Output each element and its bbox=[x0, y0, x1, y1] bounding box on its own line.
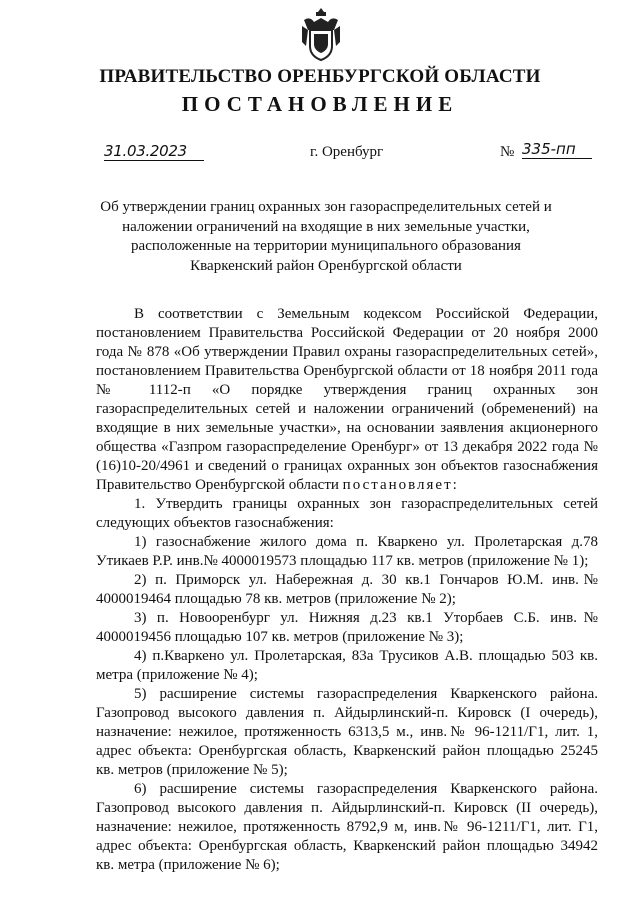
meta-row bbox=[0, 140, 640, 168]
list-item: 1) газоснабжение жилого дома п. Кваркено ул. Пролетарская д.78 Утикаев Р.Р. инв.№ 4000019573 площадью 117 кв. метров (приложение № 1); bbox=[96, 534, 598, 569]
government-title: ПРАВИТЕЛЬСТВО ОРЕНБУРГСКОЙ ОБЛАСТИ bbox=[99, 66, 541, 87]
list-item: 2) п. Приморск ул. Набережная д. 30 кв.1 Гончаров Ю.М. инв.№ 4000019464 площадью 78 кв. метров (приложение № 2); bbox=[96, 572, 598, 607]
document-date: 31.03.2023 bbox=[104, 142, 204, 161]
document-subject: Об утверждении границ охранных зон газораспределительных сетей и наложении ограничений на входящие в них земельные участки, расположенные на территории муниципального образования Кваркенский район Оренбургской области bbox=[100, 199, 552, 274]
item-1-paragraph: 1. Утвердить границы охранных зон газораспределительных сетей следующих объектов газоснабжения: bbox=[96, 496, 598, 531]
list-item: 4) п.Кваркено ул. Пролетарская, 83а Трусиков А.В. площадью 503 кв. метра (приложение № 4); bbox=[96, 648, 598, 683]
coat-of-arms-icon bbox=[300, 6, 342, 62]
list-item: 5) расширение системы газораспределения Кваркенского района. Газопровод высокого давления п. Айдырлинский-п. Кировск (I очередь), назначение: нежилое, протяженность 6313,5 м., инв.№ 96-1211/Г1, лит. 1, адрес объекта: Оренбургская область, Кваркенский район площадью 25245 кв. метров (приложение № 5); bbox=[96, 686, 598, 778]
document-city: г. Оренбург bbox=[310, 144, 384, 160]
document-body bbox=[96, 305, 598, 875]
number-label: № bbox=[500, 144, 515, 160]
resolves-text: постановляет: bbox=[342, 477, 459, 493]
document-number: 335-пп bbox=[522, 140, 592, 159]
preamble-text: В соответствии с Земельным кодексом Российской Федерации, постановлением Правительства Российской Федерации от 20 ноября 2000 года № 878 «Об утверждении Правил охраны газораспределительных сетей», постановлением Правительства Оренбургской области от 18 ноября 2011 года № 1112-п «О порядке утверждения границ охранных зон газораспределительных сетей и наложении ограничений (обременений) на входящие в них земельные участки», на основании заявления акционерного общества «Газпром газораспределение Оренбург» от 13 декабря 2022 года № (16)10-20/4961 и сведений о границах охранных зон объектов газоснабжения Правительство Оренбургской области bbox=[96, 306, 598, 493]
document-type: ПОСТАНОВЛЕНИЕ bbox=[181, 92, 459, 116]
list-item: 3) п. Новооренбург ул. Нижняя д.23 кв.1 Уторбаев С.Б. инв.№ 4000019456 площадью 107 кв. метров (приложение № 3); bbox=[96, 610, 598, 645]
list-item: 6) расширение системы газораспределения Кваркенского района. Газопровод высокого давления п. Айдырлинский-п. Кировск (II очередь), назначение: нежилое, протяженность 8792,9 м, инв.№ 96-1211/Г1, лит. Г1, адрес объекта: Оренбургская область, Кваркенский район площадью 34942 кв. метра (приложение № 6); bbox=[96, 781, 598, 873]
preamble-paragraph bbox=[96, 305, 598, 495]
